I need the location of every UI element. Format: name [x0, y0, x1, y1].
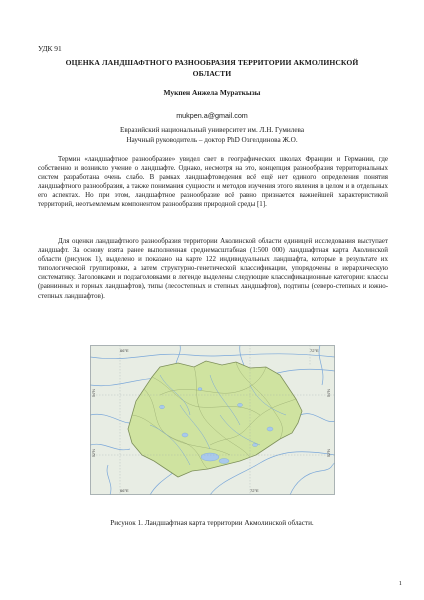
- title-line-1: ОЦЕНКА ЛАНДШАФТНОГО РАЗНООБРАЗИЯ ТЕРРИТОРИИ АКМОЛИНСКОЙ: [65, 58, 359, 67]
- map-top-label-2: 72°E: [310, 348, 319, 353]
- lake-8: [253, 444, 258, 447]
- affiliation: [0, 126, 424, 145]
- lake-1: [201, 453, 219, 461]
- map-bottom-label-1: 66°E: [120, 488, 129, 493]
- landscape-map-figure: [90, 345, 335, 495]
- udk-code: УДК 91: [38, 44, 62, 53]
- author-name: Мукпен Анжела Мураткызы: [163, 88, 261, 97]
- figure-caption: Рисунок 1. Ландшафтная карта территории Акмолинской области.: [110, 519, 314, 527]
- paragraph-2: Для оценки ландшафтного разнообразия территории Аколинской области единицей исследования выступает ландшафт. За основу взята ранее выполненная среднемасштабная (1:500 000) ландшафтная карта Аколинской области (рисунок 1), выделено и показано на карте 122 индивидуальных ландшафта, которые в результате их типологической группировки, а затем структурно-генетической классификации, упорядочены в иерархическую систематику. Заголовками и подзаголовками в легенде выделены следующие классификационные категории: классы (равнинных и горных ландшафтов), типы (лесостепных и степных ландшафтов), подтипы (северо-степных и южно-степных ландшафтов).: [38, 237, 388, 300]
- lake-2: [219, 459, 229, 464]
- map-right-label-2: 52°N: [327, 448, 331, 457]
- author-email: mukpen.a@gmail.com: [176, 111, 248, 120]
- map-bottom-label-2: 72°E: [250, 488, 259, 493]
- title-line-2: ОБЛАСТИ: [192, 68, 232, 78]
- map-left-label-2: 52°N: [92, 448, 96, 457]
- lake-5: [160, 405, 165, 409]
- map-top-label-1: 66°E: [120, 348, 129, 353]
- paragraph-1: Термин «ландшафтное разнообразие» увидел свет в географических школах Франции и Германии, где собственно и возникло учение о ландшафте. Однако, несмотря на это, концепция разнообразия территориальных систем разработана очень слабо. В рамках ландшафтоведения всё ещё нет единого определения понятия ландшафтного разнообразия, а также понимания сущности и методов изучения этого явления в целом и в отдельных его аспектах. Но при этом, ландшафтное разнообразие всё равно признается важнейшей характеристикой территорий, неотъемлемым компонентом разнообразия природной среды [1].: [38, 155, 388, 209]
- affiliation-university: Евразийский национальный университет им. Л.Н. Гумилева: [119, 126, 305, 134]
- affiliation-supervisor: Научный руководитель – доктор PhD Озгелдинова Ж.О.: [126, 135, 298, 144]
- page-number: 1: [398, 580, 402, 587]
- lake-4: [238, 403, 243, 406]
- article-title: [40, 58, 384, 79]
- landscape-map: [90, 345, 335, 495]
- lake-6: [267, 427, 273, 431]
- lake-7: [198, 388, 202, 391]
- map-left-label-1: 54°N: [92, 388, 96, 397]
- map-right-label-1: 54°N: [327, 388, 331, 397]
- lake-3: [182, 433, 188, 437]
